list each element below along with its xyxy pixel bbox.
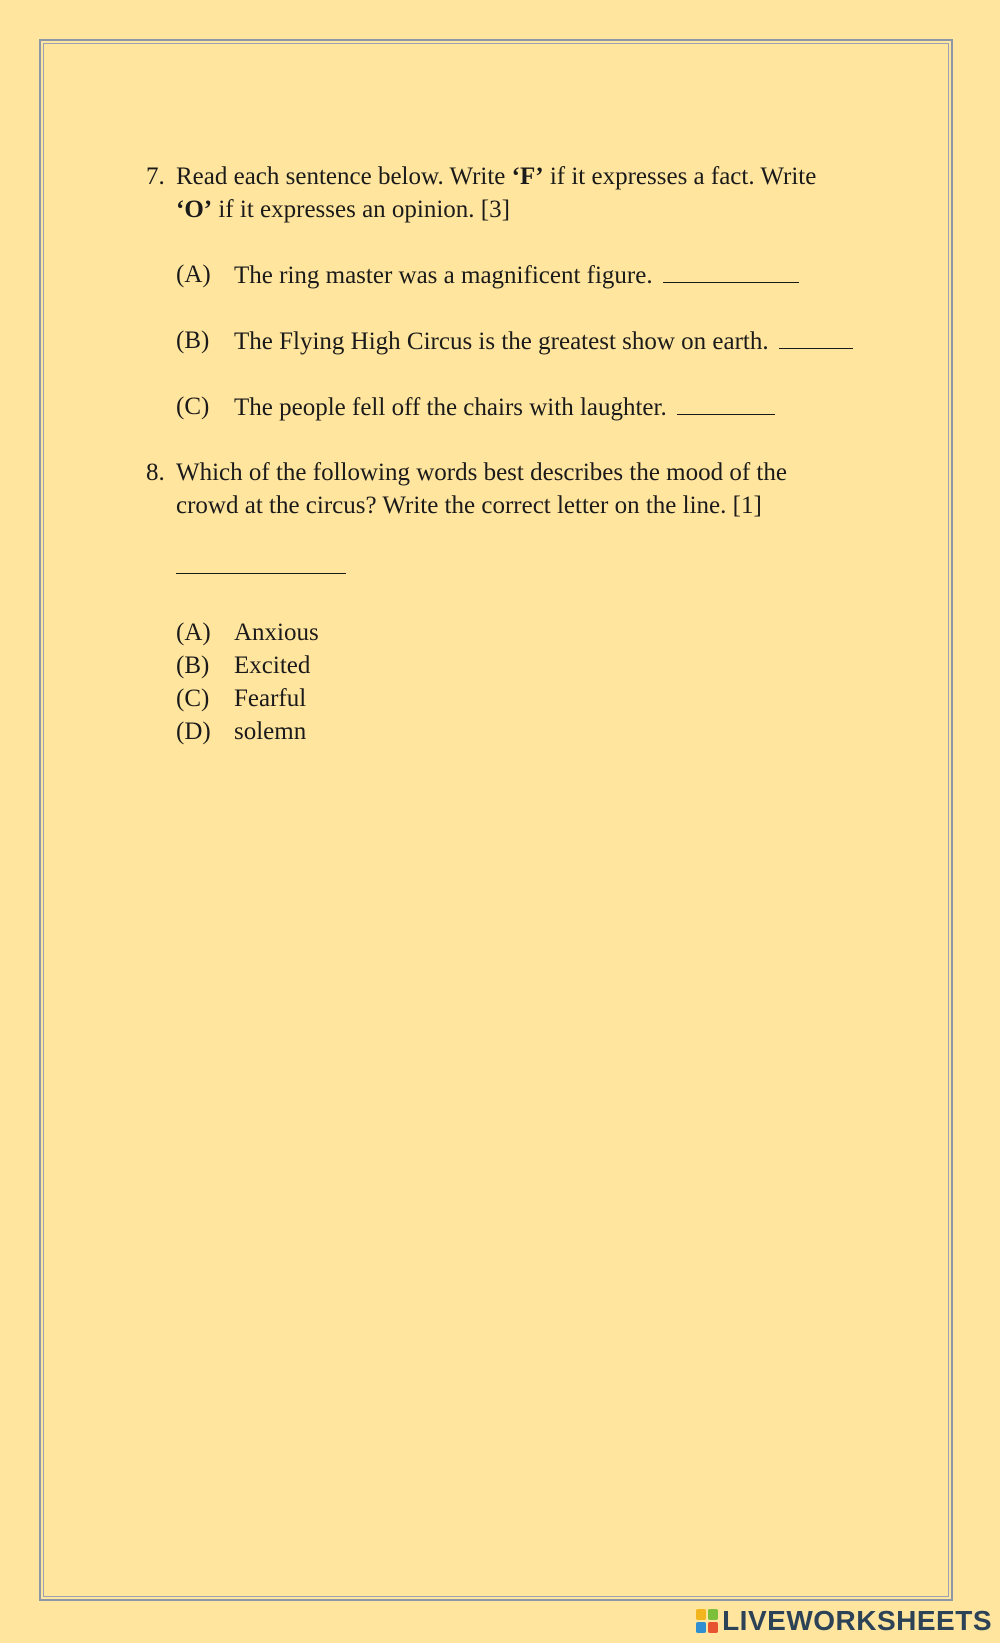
list-item: (B) The Flying High Circus is the greatest show on earth. [146, 324, 906, 358]
question-7 [146, 160, 906, 226]
liveworksheets-logo: LIVEWORKSHEETS [696, 1605, 992, 1637]
list-item: (C) The people fell off the chairs with laughter. [146, 390, 906, 424]
answer-blank-c[interactable] [677, 390, 775, 415]
list-item: (B) Excited [176, 652, 311, 679]
answer-blank-b[interactable] [779, 324, 853, 349]
question-prompt: Read each sentence below. Write ‘F’ if it expresses a fact. Write ‘O’ if it expresses an opinion. [3] [176, 163, 817, 223]
question-number: 7. [146, 163, 165, 190]
question-8 [146, 456, 906, 522]
answer-blank-a[interactable] [663, 258, 799, 283]
list-item: (A) The ring master was a magnificent figure. [146, 258, 906, 292]
answer-blank-q8[interactable] [176, 572, 346, 574]
mood-options [146, 616, 906, 748]
list-item: (D) solemn [176, 718, 307, 745]
question-number: 8. [146, 459, 165, 486]
fact-opinion-list [146, 258, 906, 424]
list-item: (A) Anxious [176, 619, 319, 646]
logo-icon [696, 1609, 718, 1633]
list-item: (C) Fearful [176, 685, 307, 712]
fact-marker: ‘F’ [511, 163, 544, 190]
question-prompt: Which of the following words best describes the mood of the crowd at the circus? Write the correct letter on the line. [1] [176, 459, 787, 519]
opinion-marker: ‘O’ [176, 196, 213, 223]
worksheet-content [146, 160, 906, 748]
